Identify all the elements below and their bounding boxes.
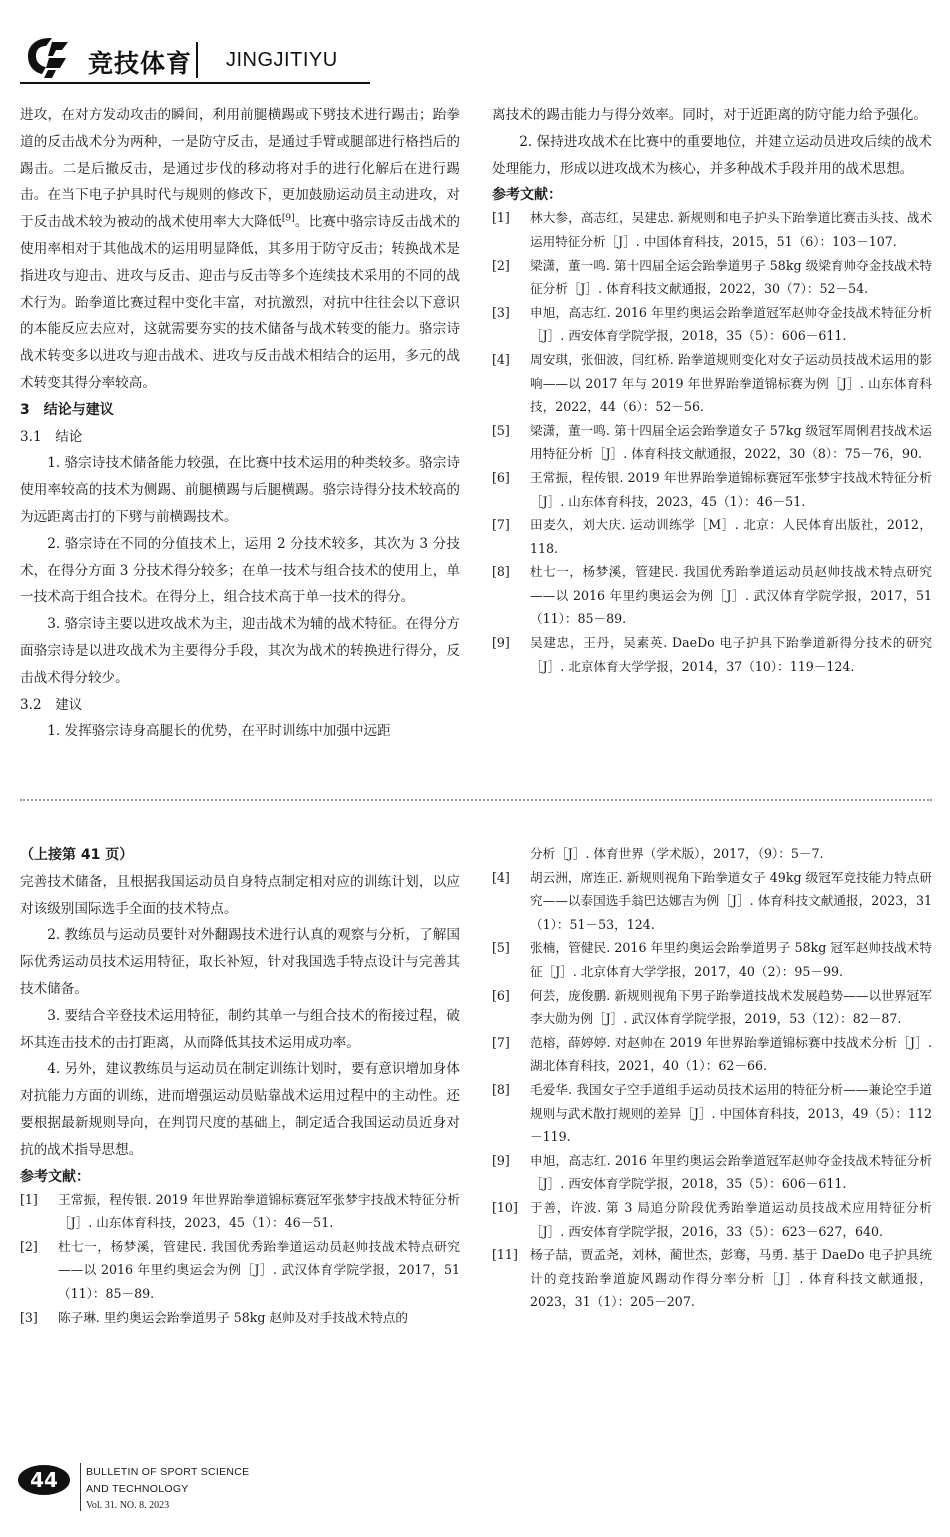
journal-title-en: JINGJITIYU bbox=[226, 49, 338, 71]
paragraph-text: 进攻，在对方发动攻击的瞬间，利用前腿横踢或下劈技术进行踢击；跆拳道的反击战术分为两种，一是防守反击，是通过手臂或腿部进行格挡后的踢击。二是后撤反击，是通过步伐的移动将对手的进行化解后在进行踢击。在当下电子护具时代与规则的修改下，更加鼓励运动员主动进攻，对于反击战术较为被动的战术使用率大大降低 bbox=[20, 107, 460, 231]
paragraph: 3. 要结合辛登技术运用特征，制约其单一与组合技术的衔接过程，破坏其连击技术的击打距离，从而降低其技术运用成功率。 bbox=[20, 1007, 460, 1051]
reference-number: [6] bbox=[492, 987, 510, 1003]
reference-number: [9] bbox=[492, 635, 510, 651]
lower-right-column bbox=[492, 842, 932, 1314]
reference-text: 分析［J］. 体育世界（学术版），2017，（9）：5－7. bbox=[530, 846, 824, 861]
reference-item bbox=[492, 254, 932, 301]
subsection-heading: 3.1 结论 bbox=[20, 428, 83, 445]
reference-text: 杜七一，杨梦溪，管建民. 我国优秀跆拳道运动员赵帅技战术特点研究——以 2016 年里约奥运会为例［J］. 武汉体育学院学报，2017，51（11）：85－89. bbox=[58, 1238, 460, 1301]
paragraph: 1. 发挥骆宗诗身高腿长的优势，在平时训练中加强中远距 bbox=[47, 723, 391, 740]
reference-number: [6] bbox=[492, 469, 510, 485]
reference-item bbox=[492, 466, 932, 513]
reference-item bbox=[492, 1078, 932, 1149]
reference-item bbox=[492, 513, 932, 560]
paragraph: 4. 另外，建议教练员与运动员在制定训练计划时，要有意识增加身体对抗能力方面的训练，进而增强运动员贴靠战术运用过程中的主动性。还要根据最新规则导向，在判罚尺度的基础上，制定适合我国运动员近身对抗的战术指导思想。 bbox=[20, 1061, 460, 1158]
reference-number: [2] bbox=[20, 1238, 38, 1254]
section-divider bbox=[20, 799, 932, 801]
footer-journal-line: BULLETIN OF SPORT SCIENCE bbox=[86, 1466, 250, 1478]
reference-item bbox=[492, 206, 932, 253]
subsection-heading: 3.2 建议 bbox=[20, 696, 83, 713]
reference-item bbox=[492, 560, 932, 631]
paragraph: 2. 教练员与运动员要针对外翻踢技术进行认真的观察与分析，了解国际优秀运动员技术运用特征，取长补短，针对我国选手特点设计与完善其技术储备。 bbox=[20, 927, 460, 997]
reference-item bbox=[492, 1031, 932, 1078]
references-heading: 参考文献： bbox=[492, 187, 562, 204]
reference-number: [5] bbox=[492, 940, 510, 956]
reference-list bbox=[492, 842, 932, 866]
reference-number: [5] bbox=[492, 422, 510, 438]
reference-number: [3] bbox=[20, 1309, 38, 1325]
journal-title-cn: 竞技体育 bbox=[88, 49, 193, 78]
reference-number: [4] bbox=[492, 869, 510, 885]
paragraph: 2. 骆宗诗在不同的分值技术上，运用 2 分技术较多，其次为 3 分技术，在得分方面 3 分技术得分较多；在单一技术与组合技术的使用上，单一技术高于组合技术。在得分上，组合技术高于单一技术的得分。 bbox=[20, 535, 460, 606]
reference-text: 梁潇，董一鸣. 第十四届全运会跆拳道男子 58kg 级梁育帅夺金技战术特征分析［J］. 体育科技文献通报，2022，30（7）：52－54. bbox=[530, 257, 932, 297]
section-heading: 3 结论与建议 bbox=[20, 401, 114, 418]
reference-item bbox=[20, 1235, 460, 1306]
reference-text: 张楠，管健民. 2016 年里约奥运会跆拳道男子 58kg 冠军赵帅技战术特征［J］. 北京体育大学学报，2017，40（2）：95－99. bbox=[530, 940, 932, 979]
reference-number: [1] bbox=[492, 210, 510, 226]
reference-text: 陈子琳. 里约奥运会跆拳道男子 58kg 赵帅及对手技战术特点的 bbox=[58, 1309, 408, 1325]
footer-separator bbox=[80, 1463, 81, 1511]
paragraph: 1. 骆宗诗技术储备能力较强，在比赛中技术运用的种类较多。骆宗诗使用率较高的技术为侧踢、前腿横踢与后腿横踢。骆宗诗得分技术较高的为远距离击打的下劈与前横踢技术。 bbox=[20, 455, 460, 525]
paragraph: 3. 骆宗诗主要以进攻战术为主，迎击战术为辅的战术特征。在得分方面骆宗诗是以进攻战术为主要得分手段，其次为战术的转换进行得分，反击战术得分较少。 bbox=[20, 616, 460, 686]
paragraph: 2. 保持进攻战术在比赛中的重要地位，并建立运动员进攻后续的战术处理能力，形成以进攻战术为核心，并多种战术手段并用的战术思想。 bbox=[492, 133, 932, 177]
reference-item bbox=[492, 842, 932, 866]
reference-item bbox=[492, 348, 932, 419]
reference-item bbox=[492, 1243, 932, 1314]
reference-text: 田麦久，刘大庆. 运动训练学［M］. 北京：人民体育出版社，2012，118. bbox=[530, 517, 932, 556]
reference-text: 林大参，高志红，吴建忠. 新规则和电子护头下跆拳道比赛击头技、战术运用特征分析［J］. 中国体育科技，2015，51（6）：103－107. bbox=[530, 210, 932, 249]
header-separator bbox=[196, 42, 198, 78]
upper-left-column bbox=[20, 102, 460, 745]
reference-item bbox=[492, 301, 932, 348]
lower-left-column bbox=[20, 842, 460, 1329]
journal-logo-icon bbox=[22, 34, 74, 78]
footer-volume: Vol. 31. NO. 8. 2023 bbox=[86, 1500, 170, 1511]
references-heading: 参考文献： bbox=[20, 1168, 90, 1185]
reference-text: 王常振，程传银. 2019 年世界跆拳道锦标赛冠军张梦宇技战术特征分析［J］. 山东体育科技，2023，45（1）：46－51. bbox=[58, 1191, 460, 1231]
reference-number: [8] bbox=[492, 1081, 510, 1097]
continued-note: （上接第 41 页） bbox=[20, 847, 134, 863]
reference-text: 周安琪，张佃波，闫红桥. 跆拳道规则变化对女子运动员技战术运用的影响——以 2017 年与 2019 年世界跆拳道锦标赛为例［J］. 山东体育科技，2022，44（6）：52－56. bbox=[530, 351, 932, 415]
reference-number: [9] bbox=[492, 1152, 510, 1168]
header-rule bbox=[20, 82, 370, 84]
reference-item bbox=[20, 1306, 460, 1330]
reference-number: [10] bbox=[492, 1199, 518, 1215]
paragraph-text: 。比赛中骆宗诗反击战术的使用率相对于其他战术的运用明显降低，其多用于防守反击；转换战术是指进攻与迎击、进攻与反击、迎击与反击等多个连续技术采用的不同的战术行为。跆拳道比赛过程中变化丰富，对抗激烈，对抗中往往会以下意识的本能反应去应对，这就需要夯实的技术储备与战术转变的能力。骆宗诗战术转变多以进攻与迎击战术、进攻与反击战术相结合的运用，多元的战术转变其得分率较高。 bbox=[20, 214, 461, 391]
reference-list bbox=[492, 866, 932, 1314]
reference-number: [1] bbox=[20, 1191, 38, 1207]
footer-journal-line: AND TECHNOLOGY bbox=[86, 1483, 189, 1495]
reference-item bbox=[492, 631, 932, 678]
reference-number: [3] bbox=[492, 304, 510, 320]
reference-text: 胡云洲，席连正. 新规则视角下跆拳道女子 49kg 级冠军竞技能力特点研究——以泰国选手翁巴达娜吉为例［J］. 体育科技文献通报，2023，31（1）：51－53，124. bbox=[530, 869, 932, 932]
reference-number: [11] bbox=[492, 1247, 518, 1263]
reference-list bbox=[492, 206, 932, 678]
reference-number: [4] bbox=[492, 351, 510, 367]
reference-text: 杜七一，杨梦溪，管建民. 我国优秀跆拳道运动员赵帅技战术特点研究——以 2016 年里约奥运会为例［J］. 武汉体育学院学报，2017，51（11）：85－89. bbox=[530, 564, 932, 627]
reference-number: [7] bbox=[492, 517, 510, 533]
reference-item bbox=[492, 936, 932, 983]
paragraph: 离技术的踢击能力与得分效率。同时，对于近距离的防守能力给予强化。 bbox=[492, 107, 927, 123]
reference-item bbox=[492, 984, 932, 1031]
reference-text: 杨子喆，贾孟尧，刘林，蔺世杰，彭骞，马勇. 基于 DaeDo 电子护具统计的竞技跆拳道旋风踢动作得分率分析［J］. 体育科技文献通报，2023，31（1）：205－207. bbox=[530, 1247, 932, 1310]
reference-list bbox=[20, 1188, 460, 1330]
reference-item bbox=[20, 1188, 460, 1235]
reference-text: 申旭，高志红. 2016 年里约奥运会跆拳道冠军赵帅夺金技战术特征分析［J］. 西安体育学院学报，2018，35（5）：606－611. bbox=[530, 1152, 932, 1192]
citation-mark: [9] bbox=[281, 213, 295, 224]
reference-number: [7] bbox=[492, 1034, 510, 1050]
paragraph bbox=[20, 102, 460, 397]
reference-number: [8] bbox=[492, 564, 510, 580]
reference-item bbox=[492, 1196, 932, 1243]
paragraph: 完善技术储备，且根据我国运动员自身特点制定相对应的训练计划，以应对该级别国际选手全面的技术特点。 bbox=[20, 873, 460, 917]
reference-text: 范榕，薛婷婷. 对赵帅在 2019 年世界跆拳道锦标赛中技战术分析［J］. 湖北体育科技，2021，40（1）：62－66. bbox=[530, 1034, 932, 1074]
reference-text: 何芸，庞俊鹏. 新规则视角下男子跆拳道技战术发展趋势——以世界冠军李大勋为例［J］. 武汉体育学院学报，2019，53（12）：82－87. bbox=[530, 987, 932, 1027]
reference-text: 吴建忠，王丹，吴素英. DaeDo 电子护具下跆拳道新得分技术的研究［J］. 北京体育大学学报，2014，37（10）：119－124. bbox=[530, 635, 932, 674]
reference-number: [2] bbox=[492, 257, 510, 273]
reference-text: 梁潇，董一鸣. 第十四届全运会跆拳道女子 57kg 级冠军周俐君技战术运用特征分析［J］. 体育科技文献通报，2022，30（8）：75－76，90. bbox=[530, 422, 932, 462]
reference-item bbox=[492, 866, 932, 937]
reference-text: 王常振，程传银. 2019 年世界跆拳道锦标赛冠军张梦宇技战术特征分析［J］. 山东体育科技，2023，45（1）：46－51. bbox=[530, 469, 932, 509]
reference-text: 申旭，高志红. 2016 年里约奥运会跆拳道冠军赵帅夺金技战术特征分析［J］. 西安体育学院学报，2018，35（5）：606－611. bbox=[530, 304, 932, 344]
upper-right-column bbox=[492, 102, 932, 678]
page-number: 44 bbox=[18, 1465, 70, 1495]
reference-text: 于善，许波. 第 3 局追分阶段优秀跆拳道运动员技战术应用特征分析［J］. 西安体育学院学报，2016，33（5）：623－627，640. bbox=[530, 1199, 932, 1239]
reference-item bbox=[492, 1149, 932, 1196]
reference-item bbox=[492, 419, 932, 466]
reference-text: 毛爱华. 我国女子空手道组手运动员技术运用的特征分析——兼论空手道规则与武术散打规则的差异［J］. 中国体育科技，2013，49（5）：112－119. bbox=[530, 1081, 932, 1145]
